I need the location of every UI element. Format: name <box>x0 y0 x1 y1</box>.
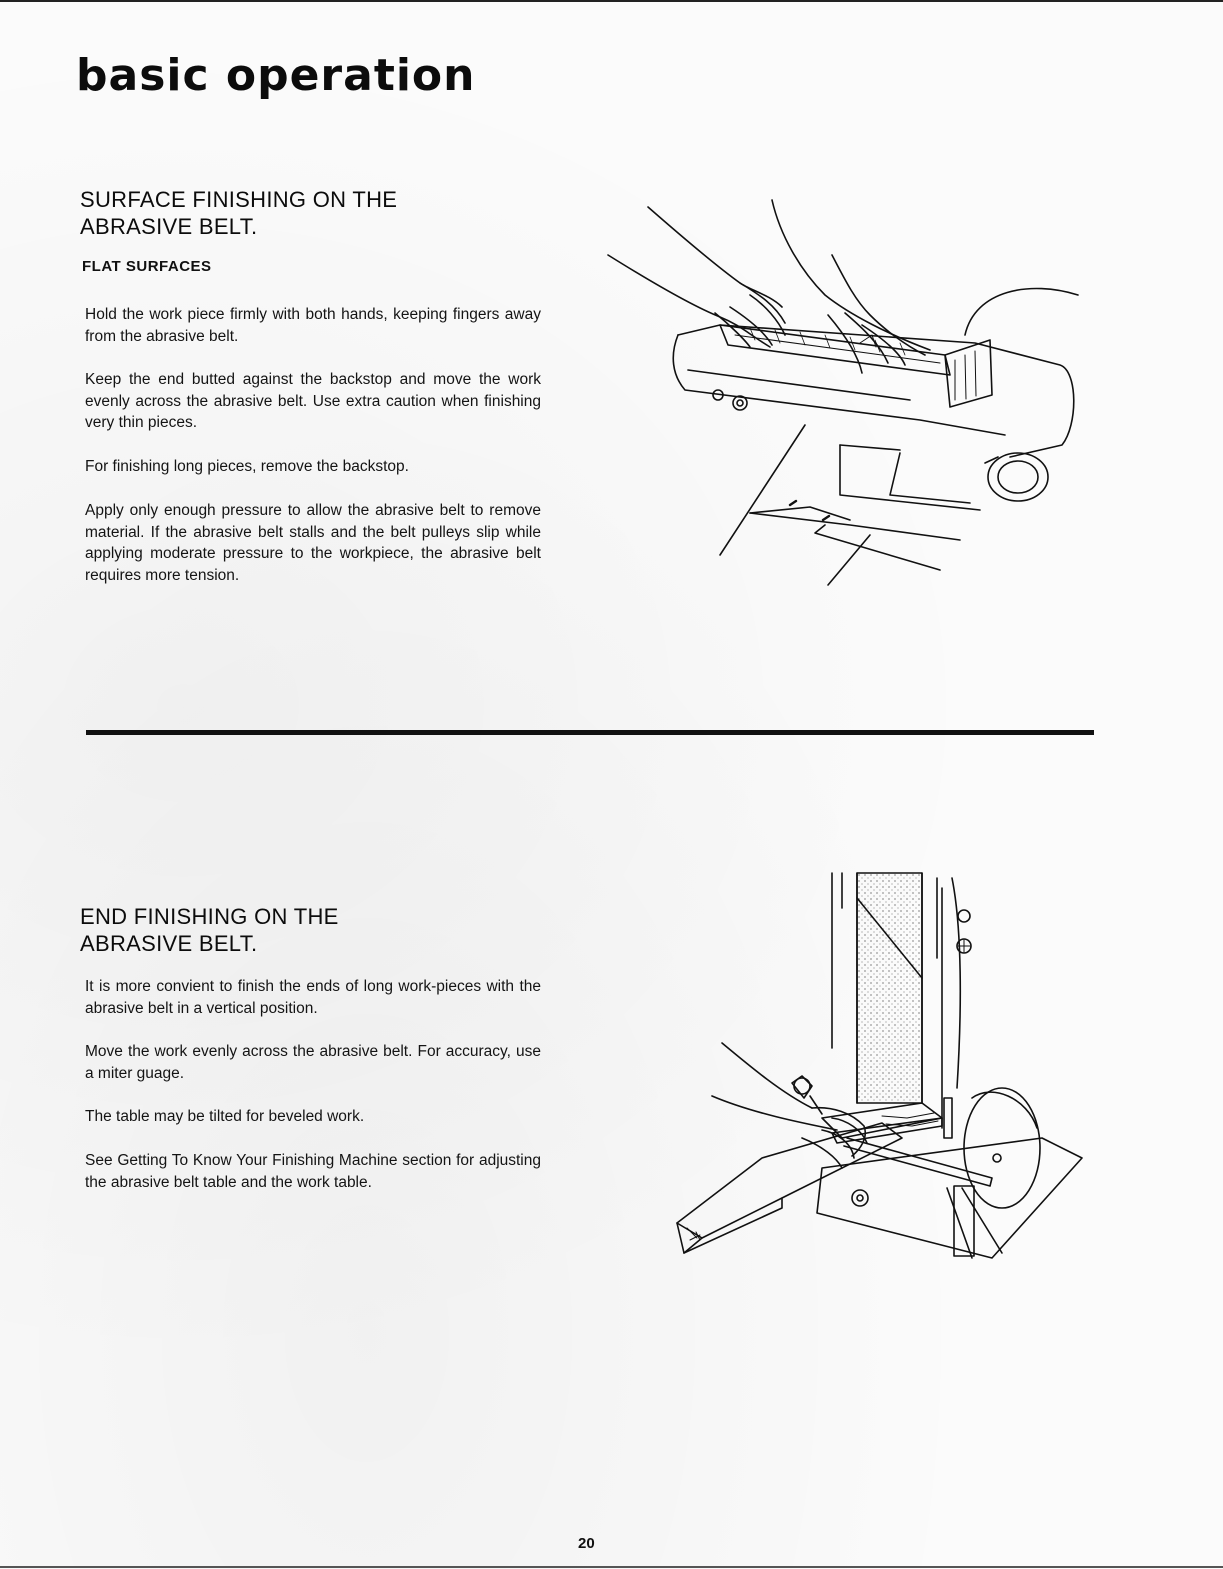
surface-paragraph-4: Apply only enough pressure to allow the abrasive belt to remove material. If the abrasive belt stalls and the belt pulleys slip while applying moderate pressure to the workpiece, the abrasive belt requires more tension. <box>85 502 541 584</box>
surface-paragraph-2: Keep the end butted against the backstop and move the work evenly across the abrasive belt. Use extra caution when finishing very thin pieces. <box>85 371 541 431</box>
end-paragraph-1: It is more convient to finish the ends of long work-pieces with the abrasive belt in a vertical position. <box>85 978 541 1017</box>
section-divider <box>86 730 1094 735</box>
vertical-belt-end-finishing-illustration <box>672 868 1092 1263</box>
surface-paragraph-3: For finishing long pieces, remove the backstop. <box>85 458 409 475</box>
page-title: basic operation <box>76 50 476 101</box>
end-heading-line1: END FINISHING ON THE <box>80 904 339 929</box>
surface-heading-line1: SURFACE FINISHING ON THE <box>80 187 398 212</box>
surface-heading-line2: ABRASIVE BELT. <box>80 214 258 239</box>
page-number: 20 <box>578 1535 595 1552</box>
surface-paragraph-1: Hold the work piece firmly with both hands, keeping fingers away from the abrasive belt. <box>85 306 541 345</box>
flat-surfaces-subheading: FLAT SURFACES <box>82 258 212 275</box>
horizontal-belt-sanding-illustration <box>600 195 1090 595</box>
top-border <box>0 0 1223 2</box>
end-paragraph-3: The table may be tilted for beveled work. <box>85 1108 365 1125</box>
end-finishing-heading <box>80 903 500 957</box>
end-paragraph-2: Move the work evenly across the abrasive belt. For accuracy, use a miter guage. <box>85 1043 541 1082</box>
end-heading-line2: ABRASIVE BELT. <box>80 931 258 956</box>
surface-finishing-heading <box>80 186 500 240</box>
end-paragraph-4: See Getting To Know Your Finishing Machine section for adjusting the abrasive belt table and the work table. <box>85 1152 541 1191</box>
bottom-border <box>0 1566 1223 1568</box>
